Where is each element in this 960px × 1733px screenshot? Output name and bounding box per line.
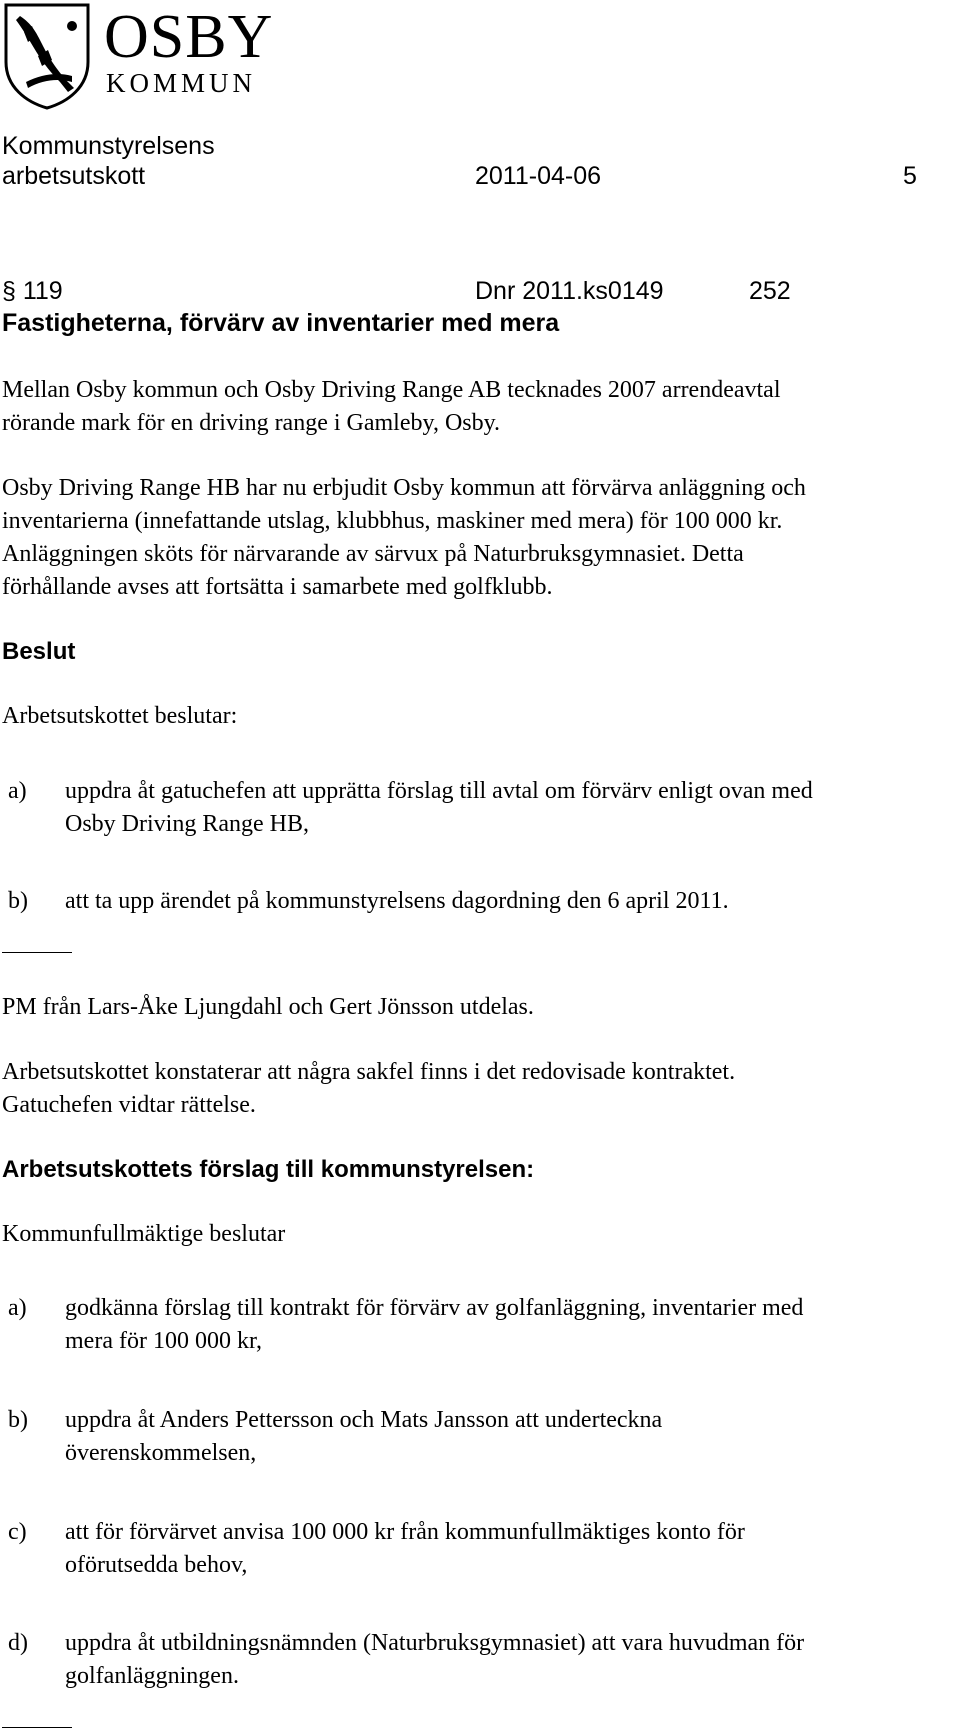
proposal-item-a xyxy=(2,1292,952,1358)
proposal-item-text: att för förvärvet anvisa 100 000 kr från kommunfullmäktiges konto för xyxy=(65,1519,745,1545)
logo-name: OSBY xyxy=(104,3,274,71)
proposal-heading: Arbetsutskottets förslag till kommunstyrelsen: xyxy=(2,1156,535,1183)
proposal-lead: Kommunfullmäktige beslutar xyxy=(2,1221,286,1247)
coat-of-arms-icon xyxy=(2,2,92,110)
org-name-line2: arbetsutskott xyxy=(2,162,146,190)
intro-p1-line2: rörande mark för en driving range i Gamleby, Osby. xyxy=(2,410,501,436)
proposal-item-d xyxy=(2,1627,952,1693)
decision-item-b xyxy=(2,885,952,918)
dnr-number: Dnr 2011.ks0149 xyxy=(475,277,664,305)
decision-heading: Beslut xyxy=(2,638,76,665)
proposal-item-c xyxy=(2,1516,952,1582)
proposal-item-label: a) xyxy=(8,1295,27,1321)
org-name-line1: Kommunstyrelsens xyxy=(2,132,215,160)
intro-p2-line2: inventarierna (innefattande utslag, klubbhus, maskiner med mera) för 100 000 kr. xyxy=(2,508,783,534)
proposal-item-text: mera för 100 000 kr, xyxy=(65,1328,262,1354)
decision-item-label: a) xyxy=(8,778,27,804)
separator-rule-bottom xyxy=(2,1727,72,1728)
logo-subtitle: KOMMUN xyxy=(106,68,257,98)
page-number: 5 xyxy=(903,162,917,190)
decision-item-text: uppdra åt gatuchefen att upprätta förslag till avtal om förvärv enligt ovan med xyxy=(65,778,813,804)
intro-p1-line1: Mellan Osby kommun och Osby Driving Range AB tecknades 2007 arrendeavtal xyxy=(2,377,781,403)
proposal-item-text: uppdra åt Anders Pettersson och Mats Jansson att underteckna xyxy=(65,1407,663,1433)
proposal-item-text: oförutsedda behov, xyxy=(65,1552,248,1578)
section-title: Fastigheterna, förvärv av inventarier med mera xyxy=(2,309,560,337)
intro-p2-line3: Anläggningen sköts för närvarande av särvux på Naturbruksgymnasiet. Detta xyxy=(2,541,744,567)
paragraph-number: § 119 xyxy=(2,277,63,305)
separator-rule xyxy=(2,952,72,953)
decision-item-label: b) xyxy=(8,888,28,914)
classification-code: 252 xyxy=(749,277,791,305)
pm-note: PM från Lars-Åke Ljungdahl och Gert Jönsson utdelas. xyxy=(2,994,534,1020)
intro-p2-line4: förhållande avses att fortsätta i samarbete med golfklubb. xyxy=(2,574,553,600)
note-line2: Gatuchefen vidtar rättelse. xyxy=(2,1092,256,1118)
decision-item-a xyxy=(2,775,952,841)
proposal-item-text: golfanläggningen. xyxy=(65,1663,239,1689)
note-line1: Arbetsutskottet konstaterar att några sakfel finns i det redovisade kontraktet. xyxy=(2,1059,736,1085)
decision-item-text: att ta upp ärendet på kommunstyrelsens dagordning den 6 april 2011. xyxy=(65,888,729,914)
decision-item-text: Osby Driving Range HB, xyxy=(65,811,309,837)
proposal-item-label: c) xyxy=(8,1519,27,1545)
osby-kommun-logo xyxy=(2,2,302,112)
meeting-date: 2011-04-06 xyxy=(475,162,602,190)
proposal-item-text: överenskommelsen, xyxy=(65,1440,257,1466)
decision-lead: Arbetsutskottet beslutar: xyxy=(2,703,238,729)
intro-p2-line1: Osby Driving Range HB har nu erbjudit Osby kommun att förvärva anläggning och xyxy=(2,475,806,501)
proposal-item-text: uppdra åt utbildningsnämnden (Naturbruksgymnasiet) att vara huvudman för xyxy=(65,1630,805,1656)
proposal-item-text: godkänna förslag till kontrakt för förvärv av golfanläggning, inventarier med xyxy=(65,1295,804,1321)
proposal-item-b xyxy=(2,1404,952,1470)
proposal-item-label: d) xyxy=(8,1630,28,1656)
proposal-item-label: b) xyxy=(8,1407,28,1433)
